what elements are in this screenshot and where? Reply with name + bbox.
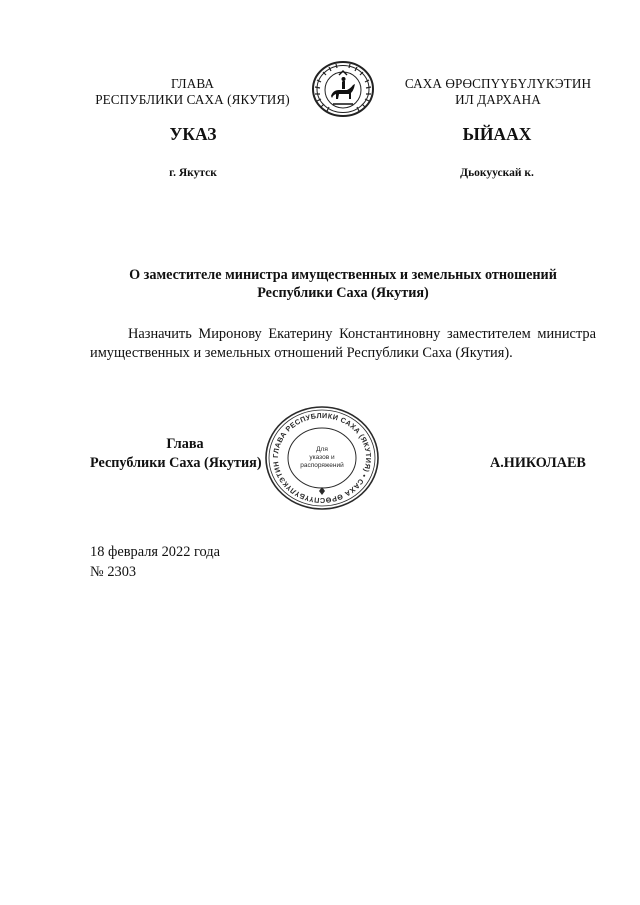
official-seal-icon [263, 405, 381, 511]
seal-ring-text: ГЛАВА РЕСПУБЛИКИ САХА (ЯКУТИЯ) • САХА ӨРӨСПҮҮБҮЛҮКЭТИН [270, 410, 374, 506]
decree-date: 18 февраля 2022 года [90, 544, 221, 560]
header-right-line2: ИЛ ДАРХАНА [455, 92, 541, 107]
header-right [388, 76, 608, 108]
signature-position-title: Глава [166, 436, 204, 452]
seal-center-line1: Для [316, 446, 328, 453]
signatory-name: А.НИКОЛАЕВ [490, 455, 586, 471]
city-ru: г. Якутск [169, 167, 217, 179]
header-left [80, 76, 305, 108]
subject-line1: О заместителе министра имущественных и земельных отношений [129, 267, 557, 283]
coat-of-arms-icon [309, 60, 377, 118]
decree-subject [90, 266, 596, 302]
document-title-sah: ЫЙААХ [462, 124, 532, 144]
signature-position-org: Республики Саха (Якутия) [90, 455, 262, 471]
decree-number: № 2303 [90, 564, 137, 580]
document-title-ru: УКАЗ [169, 124, 217, 144]
header-left-line1: ГЛАВА [170, 76, 215, 91]
seal-center-line2: указов и [309, 454, 335, 461]
seal-center-line3: распоряжений [300, 462, 344, 469]
header-left-line2: РЕСПУБЛИКИ САХА (ЯКУТИЯ) [95, 92, 290, 107]
decree-body: Назначить Миронову Екатерину Константиновну заместителем министра имущественных и земельных отношений Республики Саха (Якутия). [90, 326, 596, 361]
city-sah: Дьокуускай к. [460, 167, 534, 179]
header-right-line1: САХА ӨРӨСПҮҮБҮЛҮКЭТИН [404, 76, 592, 91]
subject-line2: Республики Саха (Якутия) [257, 285, 429, 301]
